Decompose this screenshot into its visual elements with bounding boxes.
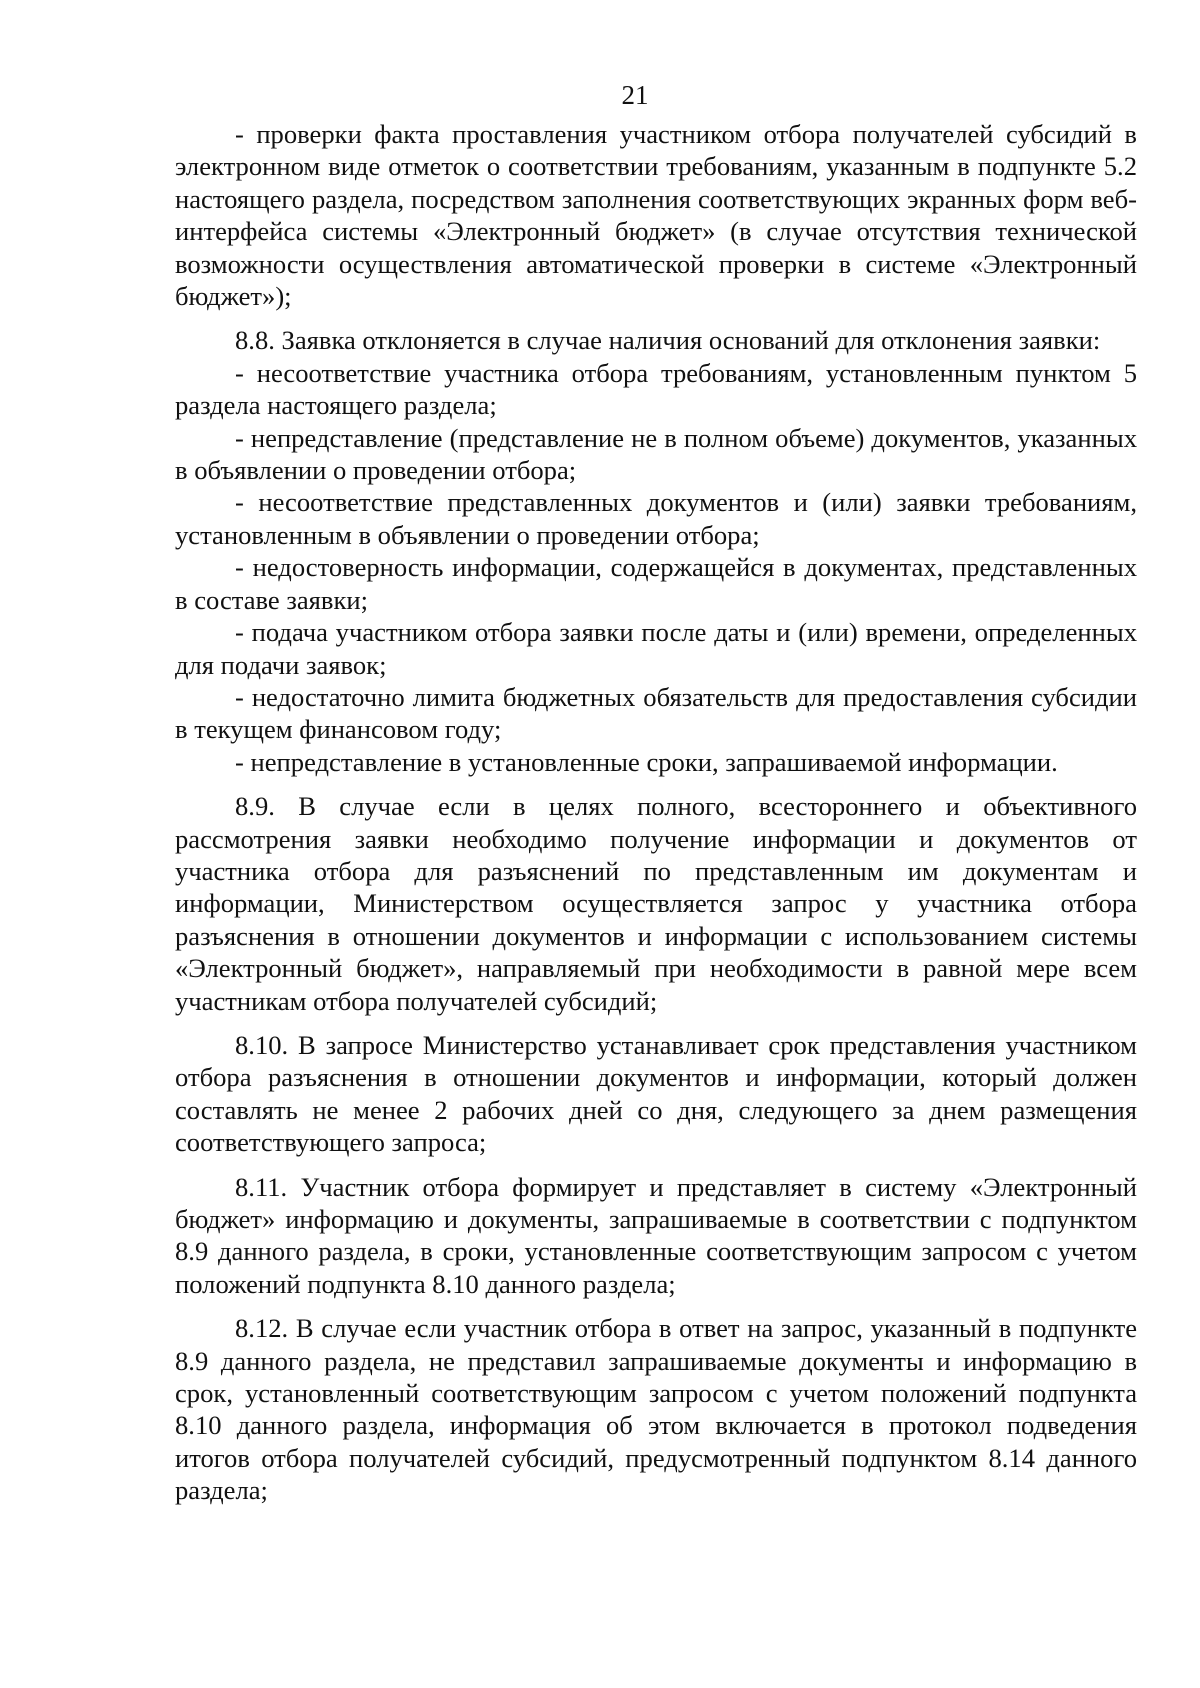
list-item-noncompliance-participant: - несоответствие участника отбора требованиям, установленным пунктом 5 раздела настоящего раздела; xyxy=(175,357,1137,421)
list-item-nonsubmission-information: - непредставление в установленные сроки, запрашиваемой информации. xyxy=(235,746,1058,777)
paragraph-check-marks: - проверки факта проставления участником отбора получателей субсидий в электронном виде отметок о соответствии требованиям, указанным в подпункте 5.2 настоящего раздела, посредством заполнения соответствующих экранных форм веб-интерфейса системы «Электронный бюджет» (в случае отсутствия технической возможности осуществления автоматической проверки в системе «Электронный бюджет»); xyxy=(175,119,1137,312)
list-item-unreliable-information: - недостоверность информации, содержащейся в документах, представленных в составе заявки; xyxy=(175,552,1137,615)
paragraph-8-8: 8.8. Заявка отклоняется в случае наличия оснований для отклонения заявки: xyxy=(235,325,1101,356)
paragraph-8-10: 8.10. В запросе Министерство устанавливает срок представления участником отбора разъяснения в отношении документов и информации, который должен составлять не менее 2 рабочих дней со дня, следующего за днем размещения соответствующего запроса; xyxy=(175,1029,1137,1158)
list-item-late-submission: - подача участником отбора заявки после даты и (или) времени, определенных для подачи заявок; xyxy=(175,617,1137,680)
paragraph-8-12: 8.12. В случае если участник отбора в ответ на запрос, указанный в подпункте 8.9 данного раздела, не представил запрашиваемые документы и информацию в срок, установленный соответствующим запросом с учетом положений подпункта 8.10 данного раздела, информация об этом включается в протокол подведения итогов отбора получателей субсидий, предусмотренный подпунктом 8.14 данного раздела; xyxy=(175,1313,1137,1506)
list-item-insufficient-limit: - недостаточно лимита бюджетных обязательств для предоставления субсидии в текущем финансовом году; xyxy=(175,681,1137,745)
list-item-noncompliance-documents: - несоответствие представленных документов и (или) заявки требованиям, установленным в объявлении о проведении отбора; xyxy=(175,487,1137,550)
list-item-nonsubmission-documents: - непредставление (представление не в полном объеме) документов, указанных в объявлении о проведении отбора; xyxy=(175,422,1137,486)
paragraph-8-11: 8.11. Участник отбора формирует и представляет в систему «Электронный бюджет» информацию и документы, запрашиваемые в соответствии с подпунктом 8.9 данного раздела, в сроки, установленные соответствующим запросом с учетом положений подпункта 8.10 данного раздела; xyxy=(175,1171,1137,1299)
paragraph-8-9: 8.9. В случае если в целях полного, всестороннего и объективного рассмотрения заявки необходимо получение информации и документов от участника отбора для разъяснений по представленным им документам и информации, Министерством осуществляется запрос у участника отбора разъяснения в отношении документов и информации с использованием системы «Электронный бюджет», направляемый при необходимости в равной мере всем участникам отбора получателей субсидий; xyxy=(175,791,1137,1016)
document-body xyxy=(175,118,1137,1507)
page-number: 21 xyxy=(621,80,649,110)
